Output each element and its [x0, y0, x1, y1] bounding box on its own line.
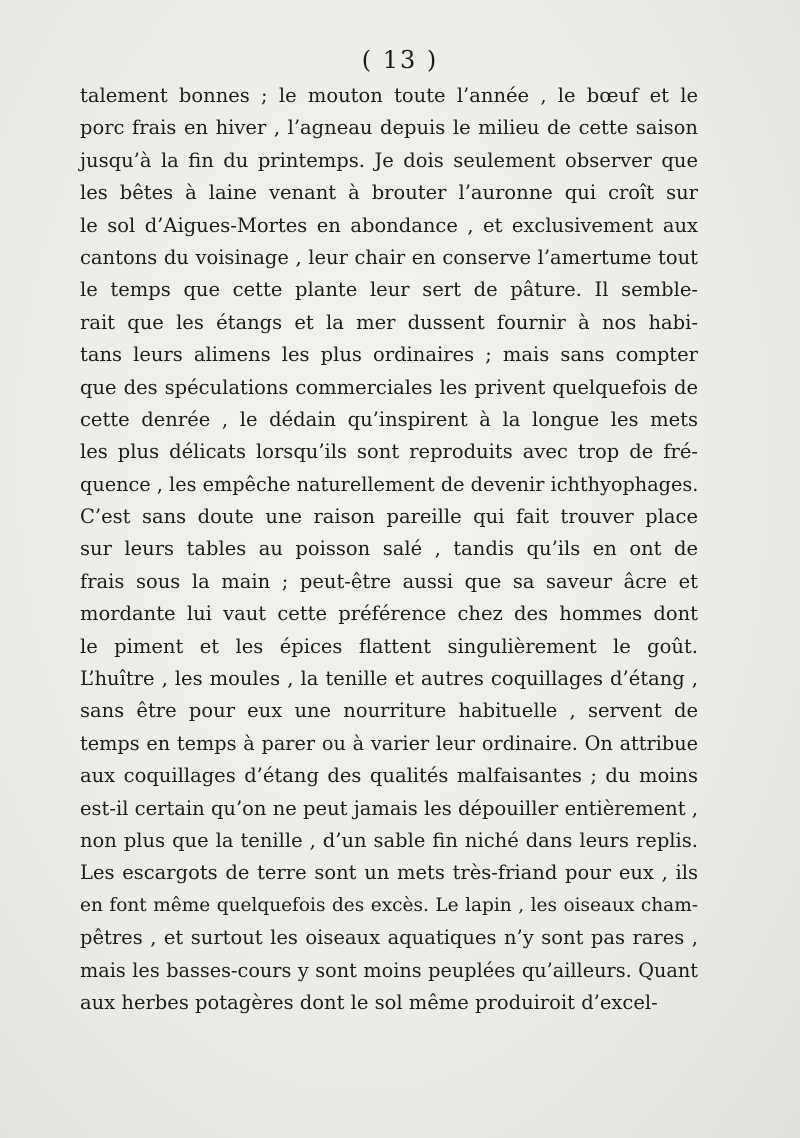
text-line: cantons du voisinage , leur chair en conserve l’amertume tout — [80, 245, 698, 269]
text-line: en font même quelquefois des excès. Le lapin , les oiseaux cham- — [80, 894, 698, 916]
body-text — [80, 80, 698, 1019]
text-line: porc frais en hiver , l’agneau depuis le milieu de cette saison — [80, 116, 698, 140]
text-line: temps en temps à parer ou à varier leur ordinaire. On attribue — [80, 731, 698, 755]
text-line: C’est sans doute une raison pareille qui fait trouver place — [80, 505, 698, 529]
text-line: non plus que la tenille , d’un sable fin niché dans leurs replis. — [80, 828, 698, 852]
text-line: frais sous la main ; peut-être aussi que sa saveur âcre et — [80, 569, 698, 593]
text-line: aux herbes potagères dont le sol même produiroit d’excel- — [80, 990, 658, 1014]
text-line: le temps que cette plante leur sert de pâture. Il semble- — [80, 278, 698, 302]
text-line: sans être pour eux une nourriture habituelle , servent de — [80, 699, 698, 723]
text-line: mordante lui vaut cette préférence chez des hommes dont — [80, 602, 698, 626]
text-line: jusqu’à la fin du printemps. Je dois seulement observer que — [80, 148, 698, 172]
text-line: les bêtes à laine venant à brouter l’auronne qui croît sur — [80, 181, 698, 205]
text-line: tans leurs alimens les plus ordinaires ; mais sans compter — [80, 343, 698, 367]
page-number: ( 13 ) — [361, 46, 439, 74]
text-line: le piment et les épices flattent singulièrement le goût. — [80, 634, 698, 658]
text-line: sur leurs tables au poisson salé , tandis qu’ils en ont de — [80, 537, 698, 561]
text-line: que des spéculations commerciales les privent quelquefois de — [80, 375, 698, 399]
text-line: rait que les étangs et la mer dussent fournir à nos habi- — [80, 310, 698, 334]
text-line: Les escargots de terre sont un mets très-friand pour eux , ils — [80, 861, 698, 885]
text-line: L’huître , les moules , la tenille et autres coquillages d’étang , — [80, 667, 698, 691]
text-line: quence , les empêche naturellement de devenir ichthyophages. — [80, 472, 699, 496]
text-line: les plus délicats lorsqu’ils sont reproduits avec trop de fré- — [80, 440, 698, 464]
text-line: aux coquillages d’étang des qualités malfaisantes ; du moins — [80, 764, 698, 788]
text-line: talement bonnes ; le mouton toute l’année , le bœuf et le — [80, 84, 698, 107]
text-line: pêtres , et surtout les oiseaux aquatiques n’y sont pas rares , — [80, 926, 698, 950]
text-line: cette denrée , le dédain qu’inspirent à la longue les mets — [80, 407, 698, 431]
text-line: mais les basses-cours y sont moins peuplées qu’ailleurs. Quant — [80, 958, 698, 982]
text-line: le sol d’Aigues-Mortes en abondance , et exclusivement aux — [80, 213, 698, 237]
text-line: est-il certain qu’on ne peut jamais les dépouiller entièrement , — [80, 796, 698, 820]
